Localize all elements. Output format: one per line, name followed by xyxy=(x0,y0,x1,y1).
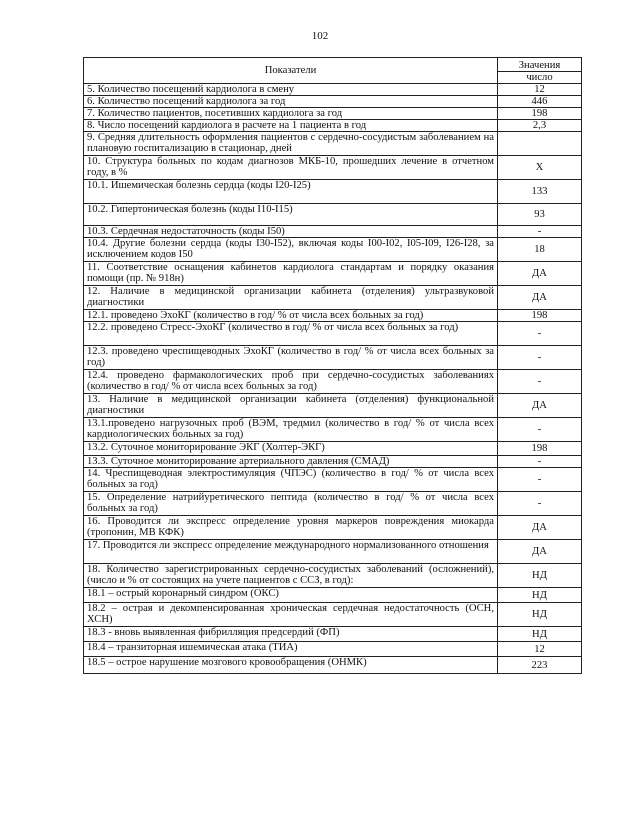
indicator-cell: 18. Количество зарегистрированных сердечно-сосудистых заболеваний (осложнений), (число и % от состоящих на учете пациентов с ССЗ, в год): xyxy=(84,564,498,588)
value-cell: - xyxy=(498,468,582,492)
value-cell: 18 xyxy=(498,238,582,262)
indicator-cell: 18.5 – острое нарушение мозгового кровообращения (ОНМК) xyxy=(84,657,498,674)
value-cell: НД xyxy=(498,603,582,627)
table-row xyxy=(84,564,582,588)
value-cell: НД xyxy=(498,627,582,642)
table-row xyxy=(84,310,582,322)
table-row xyxy=(84,238,582,262)
table-row xyxy=(84,627,582,642)
value-cell: 2,3 xyxy=(498,120,582,132)
indicator-cell: 10.3. Сердечная недостаточность (коды I50) xyxy=(84,226,498,238)
value-cell: ДА xyxy=(498,394,582,418)
table-row xyxy=(84,468,582,492)
table-row xyxy=(84,120,582,132)
indicator-cell: 18.4 – транзиторная ишемическая атака (ТИА) xyxy=(84,642,498,657)
table-row xyxy=(84,657,582,674)
value-cell: - xyxy=(498,492,582,516)
table-row xyxy=(84,262,582,286)
indicator-cell: 11. Соответствие оснащения кабинетов кардиолога стандартам и порядку оказания помощи (пр. № 918н) xyxy=(84,262,498,286)
table-body xyxy=(84,84,582,674)
indicator-cell: 18.1 – острый коронарный синдром (ОКС) xyxy=(84,588,498,603)
table-row xyxy=(84,286,582,310)
table-row xyxy=(84,456,582,468)
indicator-cell: 13.1.проведено нагрузочных проб (ВЭМ, тредмил (количество в год/ % от числа всех кардиологических больных за год) xyxy=(84,418,498,442)
value-cell: 446 xyxy=(498,96,582,108)
indicator-cell: 12. Наличие в медицинской организации кабинета (отделения) ультразвуковой диагностики xyxy=(84,286,498,310)
indicator-cell: 18.2 – острая и декомпенсированная хроническая сердечная недостаточность (ОСН, ХСН) xyxy=(84,603,498,627)
indicator-cell: 12.2. проведено Стресс-ЭхоКГ (количество в год/ % от числа всех больных за год) xyxy=(84,322,498,346)
value-cell: 223 xyxy=(498,657,582,674)
table-row xyxy=(84,370,582,394)
value-cell: - xyxy=(498,370,582,394)
value-cell xyxy=(498,132,582,156)
table-row xyxy=(84,156,582,180)
indicator-cell: 15. Определение натрийуретического пептида (количество в год/ % от числа всех больных за год) xyxy=(84,492,498,516)
table-row xyxy=(84,84,582,96)
value-cell: ДА xyxy=(498,540,582,564)
indicator-cell: 16. Проводится ли экспресс определение уровня маркеров повреждения миокарда (тропонин, МВ КФК) xyxy=(84,516,498,540)
value-cell: - xyxy=(498,226,582,238)
table-row xyxy=(84,642,582,657)
table-row xyxy=(84,588,582,603)
indicator-cell: 12.4. проведено фармакологических проб при сердечно-сосудистых заболеваниях (количество в год/ % от числа всех больных за год) xyxy=(84,370,498,394)
value-cell: - xyxy=(498,456,582,468)
indicator-cell: 6. Количество посещений кардиолога за год xyxy=(84,96,498,108)
indicator-cell: 7. Количество пациентов, посетивших кардиолога за год xyxy=(84,108,498,120)
value-cell: ДА xyxy=(498,516,582,540)
indicators-table xyxy=(83,57,582,674)
indicator-cell: 10.4. Другие болезни сердца (коды I30-I52), включая коды I00-I02, I05-I09, I26-I28, за исключением кодов I50 xyxy=(84,238,498,262)
value-cell: Х xyxy=(498,156,582,180)
table-row xyxy=(84,492,582,516)
header-values-unit: число xyxy=(498,71,581,83)
table-row xyxy=(84,442,582,456)
value-cell: 12 xyxy=(498,642,582,657)
page-number: 102 xyxy=(311,30,329,42)
value-cell: НД xyxy=(498,564,582,588)
value-cell: - xyxy=(498,418,582,442)
indicator-cell: 5. Количество посещений кардиолога в смену xyxy=(84,84,498,96)
value-cell: 12 xyxy=(498,84,582,96)
table-row xyxy=(84,540,582,564)
indicator-cell: 10.1. Ишемическая болезнь сердца (коды I20-I25) xyxy=(84,180,498,204)
table-row xyxy=(84,132,582,156)
value-cell: 93 xyxy=(498,204,582,226)
header-indicators: Показатели xyxy=(84,58,498,84)
value-cell: 198 xyxy=(498,108,582,120)
indicator-cell: 10. Структура больных по кодам диагнозов МКБ-10, прошедших лечение в отчетном году, в % xyxy=(84,156,498,180)
value-cell: НД xyxy=(498,588,582,603)
value-cell: 133 xyxy=(498,180,582,204)
value-cell: - xyxy=(498,322,582,346)
table-row xyxy=(84,226,582,238)
indicator-cell: 17. Проводится ли экспресс определение международного нормализованного отношения xyxy=(84,540,498,564)
indicator-cell: 13.2. Суточное мониторирование ЭКГ (Холтер-ЭКГ) xyxy=(84,442,498,456)
indicator-cell: 14. Чреспищеводная электростимуляция (ЧПЭС) (количество в год/ % от числа всех больных за год) xyxy=(84,468,498,492)
value-cell: ДА xyxy=(498,262,582,286)
table-row xyxy=(84,346,582,370)
indicator-cell: 12.1. проведено ЭхоКГ (количество в год/ % от числа всех больных за год) xyxy=(84,310,498,322)
table-row xyxy=(84,322,582,346)
indicator-cell: 10.2. Гипертоническая болезнь (коды I10-I15) xyxy=(84,204,498,226)
table-row xyxy=(84,394,582,418)
indicator-cell: 18.3 - вновь выявленная фибрилляция предсердий (ФП) xyxy=(84,627,498,642)
table-row xyxy=(84,603,582,627)
table-row xyxy=(84,418,582,442)
indicator-cell: 13.3. Суточное мониторирование артериального давления (СМАД) xyxy=(84,456,498,468)
value-cell: - xyxy=(498,346,582,370)
value-cell: ДА xyxy=(498,286,582,310)
table-row xyxy=(84,96,582,108)
header-values xyxy=(498,58,582,84)
table-row xyxy=(84,204,582,226)
value-cell: 198 xyxy=(498,442,582,456)
header-values-label: Значения xyxy=(518,60,561,71)
indicator-cell: 13. Наличие в медицинской организации кабинета (отделения) функциональной диагностики xyxy=(84,394,498,418)
table-row xyxy=(84,108,582,120)
table-header-row xyxy=(84,58,582,84)
indicator-cell: 12.3. проведено чреспищеводных ЭхоКГ (количество в год/ % от числа всех больных за год) xyxy=(84,346,498,370)
indicator-cell: 9. Средняя длительность оформления пациентов с сердечно-сосудистым заболеванием на плановую госпитализацию в стационар, дней xyxy=(84,132,498,156)
table-row xyxy=(84,516,582,540)
indicator-cell: 8. Число посещений кардиолога в расчете на 1 пациента в год xyxy=(84,120,498,132)
table-row xyxy=(84,180,582,204)
value-cell: 198 xyxy=(498,310,582,322)
